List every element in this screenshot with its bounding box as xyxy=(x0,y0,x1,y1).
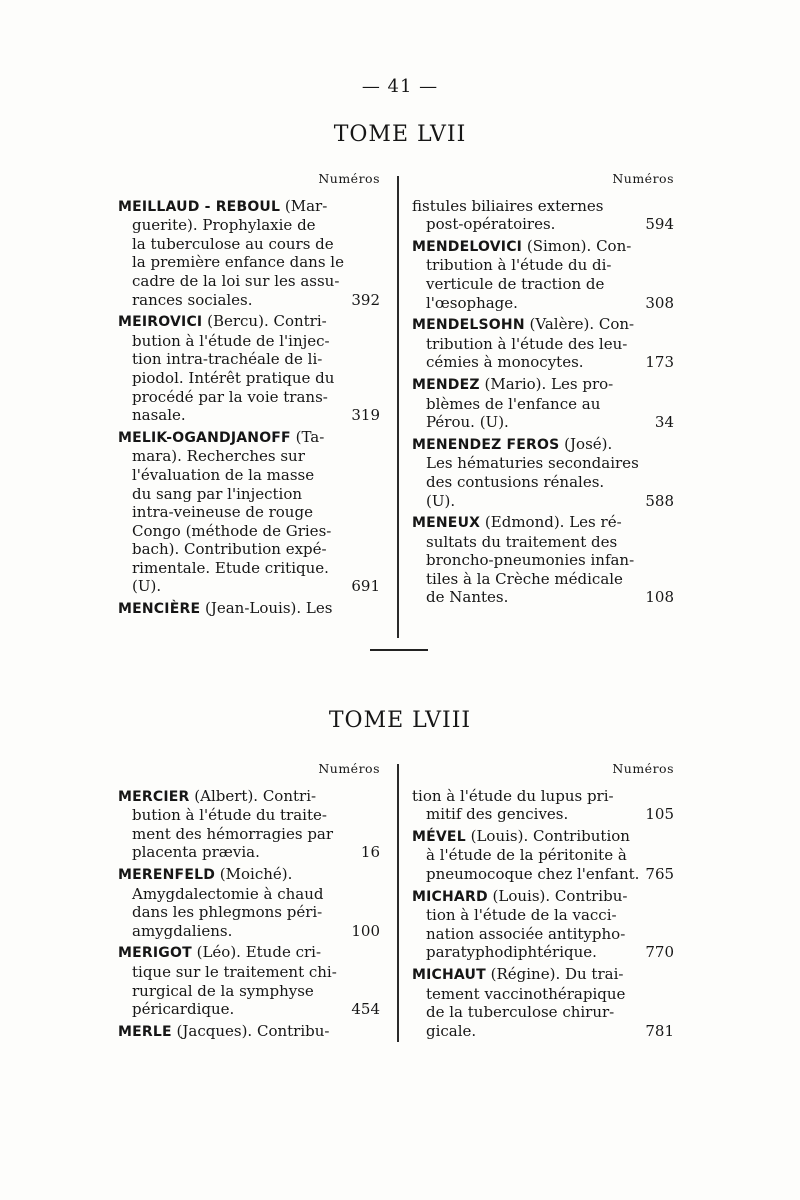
index-entry xyxy=(118,943,380,1018)
entry-line xyxy=(118,388,380,407)
entry-line xyxy=(118,825,380,844)
entry-line xyxy=(118,406,380,425)
index-column-left xyxy=(118,170,380,622)
entry-line xyxy=(118,272,380,291)
author-name: MEIROVICI xyxy=(118,314,203,331)
entry-text: dans les phlegmons péri- xyxy=(132,903,323,922)
entry-text: (José). xyxy=(559,434,613,453)
entry-line xyxy=(412,473,674,492)
entry-text: mara). Recherches sur xyxy=(132,447,305,466)
entry-text: (U). xyxy=(132,577,162,596)
entry-line xyxy=(412,906,674,925)
entry-text: fistules biliaires externes xyxy=(412,196,604,215)
column-header: Numéros xyxy=(318,171,380,186)
entry-line xyxy=(118,485,380,504)
index-entry xyxy=(118,197,380,310)
entry-text: Congo (méthode de Gries- xyxy=(132,521,332,540)
entry-line xyxy=(118,291,380,310)
index-column-right xyxy=(412,760,674,1043)
entry-line xyxy=(118,559,380,578)
entry-number: 100 xyxy=(351,921,380,940)
entry-line xyxy=(412,551,674,570)
entry-text: l'évaluation de la masse xyxy=(132,465,315,484)
entry-text: tribution à l'étude du di- xyxy=(426,256,612,275)
entry-line xyxy=(118,1022,380,1042)
entry-text: verticule de traction de xyxy=(426,274,605,293)
author-name: MERIGOT xyxy=(118,945,192,962)
entry-line xyxy=(118,903,380,922)
entry-number: 454 xyxy=(351,1000,380,1019)
entry-text: broncho-pneumonies infan- xyxy=(426,551,635,570)
tome-title: TOME LVIII xyxy=(328,708,472,733)
entry-line xyxy=(412,435,674,455)
entry-line xyxy=(118,253,380,272)
author-name: MICHAUT xyxy=(412,966,486,983)
entry-number: 392 xyxy=(351,290,380,309)
entry-text: guerite). Prophylaxie de xyxy=(132,216,316,235)
entry-text: tiles à la Crèche médicale xyxy=(426,569,623,588)
entry-line xyxy=(118,865,380,885)
entry-line xyxy=(412,315,674,335)
column-divider xyxy=(397,176,399,638)
author-name: MERLE xyxy=(118,1023,172,1040)
entry-number: 770 xyxy=(645,943,674,962)
entry-line xyxy=(118,787,380,807)
entry-text: procédé par la voie trans- xyxy=(132,387,328,406)
entry-text: tion à l'étude du lupus pri- xyxy=(412,786,614,805)
index-entry xyxy=(412,375,674,432)
entry-text: tion à l'étude de la vacci- xyxy=(426,906,617,925)
entry-line xyxy=(412,985,674,1004)
entry-line xyxy=(118,216,380,235)
column-header: Numéros xyxy=(612,171,674,186)
entry-line xyxy=(412,846,674,865)
entry-text: de la tuberculose chirur- xyxy=(426,1003,615,1022)
entry-line xyxy=(118,466,380,485)
entry-line xyxy=(118,885,380,904)
entry-text: intra-veineuse de rouge xyxy=(132,503,313,522)
entry-line xyxy=(412,827,674,847)
entry-text: Pérou. (U). xyxy=(426,413,509,432)
entry-text: cadre de la loi sur les assu- xyxy=(132,271,340,290)
entry-number: 34 xyxy=(654,413,674,432)
entry-line xyxy=(412,294,674,313)
entry-text: des contusions rénales. xyxy=(426,472,605,491)
entry-line xyxy=(412,943,674,962)
entry-line xyxy=(118,447,380,466)
entry-text: (Jean-Louis). Les xyxy=(200,599,333,618)
entry-text: l'œsophage. xyxy=(426,293,518,312)
page-number: — 41 — xyxy=(361,76,439,97)
entry-text: (Simon). Con- xyxy=(522,236,632,255)
entry-number: 588 xyxy=(645,491,674,510)
entry-text: de Nantes. xyxy=(426,588,509,607)
entry-line xyxy=(118,503,380,522)
entry-text: placenta prævia. xyxy=(132,843,260,862)
entry-text: bution à l'étude du traite- xyxy=(132,806,327,825)
entry-line xyxy=(118,235,380,254)
index-entry xyxy=(412,315,674,372)
entry-number: 765 xyxy=(645,864,674,883)
entry-line xyxy=(412,197,674,216)
entry-line xyxy=(412,925,674,944)
entry-line xyxy=(412,256,674,275)
index-column-right xyxy=(412,170,674,610)
index-entry xyxy=(118,312,380,425)
tome-separator-rule xyxy=(370,649,428,651)
entry-text: (Jacques). Contribu- xyxy=(171,1021,330,1040)
author-name: MENEUX xyxy=(412,515,481,532)
entry-number: 781 xyxy=(645,1021,674,1040)
entry-text: tribution à l'étude des leu- xyxy=(426,334,628,353)
column-header: Numéros xyxy=(612,761,674,776)
author-name: MERCIER xyxy=(118,788,190,805)
entry-text: tion intra-trachéale de li- xyxy=(132,350,323,369)
entry-line xyxy=(118,577,380,596)
entry-line xyxy=(118,843,380,862)
entries xyxy=(118,787,380,1042)
entry-line xyxy=(118,943,380,963)
column-header: Numéros xyxy=(318,761,380,776)
entry-text: nation associée antitypho- xyxy=(426,924,626,943)
index-entry xyxy=(118,1022,380,1042)
column-divider xyxy=(397,764,399,1042)
entry-text: rurgical de la symphyse xyxy=(132,981,314,1000)
entry-text: blèmes de l'enfance au xyxy=(426,394,601,413)
author-name: MENCIÈRE xyxy=(118,601,201,618)
entry-text: nasale. xyxy=(132,406,186,425)
entry-number: 308 xyxy=(645,293,674,312)
index-entry xyxy=(118,787,380,862)
entry-line xyxy=(412,865,674,884)
entries xyxy=(412,197,674,607)
entry-text: (Louis). Contribu- xyxy=(487,886,628,905)
entry-text: tique sur le traitement chi- xyxy=(132,962,337,981)
entry-line xyxy=(118,922,380,941)
entry-line xyxy=(412,965,674,985)
entry-line xyxy=(412,237,674,257)
index-entry xyxy=(412,513,674,607)
entry-text: paratyphodiphtérique. xyxy=(426,943,597,962)
entry-line xyxy=(412,533,674,552)
entry-number: 16 xyxy=(360,843,380,862)
index-entry xyxy=(118,865,380,940)
entry-line xyxy=(412,454,674,473)
entries xyxy=(118,197,380,619)
entry-text: post-opératoires. xyxy=(426,215,556,234)
entry-line xyxy=(118,806,380,825)
entry-text: (Albert). Contri- xyxy=(189,786,317,805)
entry-text: tement vaccinothérapique xyxy=(426,984,626,1003)
entry-text: (Mar- xyxy=(280,196,328,215)
entry-text: (Léo). Etude cri- xyxy=(191,943,322,962)
index-entry xyxy=(118,599,380,619)
entry-text: ment des hémorragies par xyxy=(132,824,334,843)
entry-line xyxy=(118,1000,380,1019)
index-column-left xyxy=(118,760,380,1044)
entry-line xyxy=(412,1003,674,1022)
entry-text: (Edmond). Les ré- xyxy=(480,513,622,532)
entry-line xyxy=(412,513,674,533)
entry-text: rances sociales. xyxy=(132,290,253,309)
entry-line xyxy=(412,413,674,432)
entry-text: la première enfance dans le xyxy=(132,253,344,272)
entry-line xyxy=(412,570,674,589)
entry-text: mitif des gencives. xyxy=(426,805,569,824)
author-name: MICHARD xyxy=(412,888,488,905)
entry-text: piodol. Intérêt pratique du xyxy=(132,368,335,387)
entry-text: (Moiché). xyxy=(215,864,293,883)
entry-line xyxy=(412,375,674,395)
entry-text: rimentale. Etude critique. xyxy=(132,558,329,577)
index-entry xyxy=(412,965,674,1040)
author-name: MELIK-OGANDJANOFF xyxy=(118,429,291,446)
entry-line xyxy=(118,312,380,332)
entry-number: 105 xyxy=(645,805,674,824)
author-name: MENDELOVICI xyxy=(412,238,523,255)
entry-text: (Valère). Con- xyxy=(524,315,635,334)
entry-line xyxy=(412,805,674,824)
entry-text: du sang par l'injection xyxy=(132,484,303,503)
entry-line xyxy=(412,335,674,354)
entry-text: (U). xyxy=(426,491,456,510)
author-name: MENDEZ xyxy=(412,376,480,393)
entry-text: amygdaliens. xyxy=(132,921,233,940)
entry-line xyxy=(118,540,380,559)
entry-number: 173 xyxy=(645,353,674,372)
entries xyxy=(412,787,674,1041)
entry-text: à l'étude de la péritonite à xyxy=(426,846,627,865)
author-name: MÉVEL xyxy=(412,828,466,845)
entry-line xyxy=(118,963,380,982)
entry-text: cémies à monocytes. xyxy=(426,353,584,372)
index-entry xyxy=(412,435,674,510)
index-entry xyxy=(118,428,380,596)
entry-text: péricardique. xyxy=(132,1000,235,1019)
entry-line xyxy=(412,492,674,511)
entry-text: (Mario). Les pro- xyxy=(479,374,614,393)
index-entry xyxy=(412,827,674,884)
entry-line xyxy=(118,332,380,351)
entry-text: bach). Contribution expé- xyxy=(132,540,327,559)
entry-text: bution à l'étude de l'injec- xyxy=(132,331,330,350)
entry-line xyxy=(118,599,380,619)
author-name: MERENFELD xyxy=(118,866,216,883)
entry-number: 691 xyxy=(351,577,380,596)
tome-title: TOME LVII xyxy=(333,122,467,147)
entry-line xyxy=(412,887,674,907)
entry-line xyxy=(118,982,380,1001)
entry-number: 594 xyxy=(645,215,674,234)
entry-line xyxy=(118,522,380,541)
entry-text: la tuberculose au cours de xyxy=(132,234,334,253)
entry-text: gicale. xyxy=(426,1021,477,1040)
entry-line xyxy=(412,395,674,414)
entry-line xyxy=(412,275,674,294)
index-entry xyxy=(412,887,674,962)
index-entry xyxy=(412,237,674,312)
entry-line xyxy=(412,215,674,234)
entry-text: (Bercu). Contri- xyxy=(202,312,327,331)
author-name: MEILLAUD - REBOUL xyxy=(118,198,281,215)
entry-text: Les hématuries secondaires xyxy=(426,454,639,473)
entry-text: sultats du traitement des xyxy=(426,532,618,551)
entry-line xyxy=(118,350,380,369)
entry-text: (Louis). Contribution xyxy=(465,826,630,845)
entry-line xyxy=(118,428,380,448)
entry-text: Amygdalectomie à chaud xyxy=(132,884,324,903)
entry-text: pneumocoque chez l'enfant. xyxy=(426,864,640,883)
entry-line xyxy=(412,1022,674,1041)
entry-line xyxy=(412,353,674,372)
entry-line xyxy=(118,369,380,388)
entry-line xyxy=(118,197,380,217)
author-name: MENDELSOHN xyxy=(412,317,525,334)
entry-text: (Régine). Du trai- xyxy=(485,964,624,983)
index-entry xyxy=(412,197,674,234)
entry-line xyxy=(412,787,674,806)
entry-line xyxy=(412,588,674,607)
entry-text: (Ta- xyxy=(290,427,325,446)
index-entry xyxy=(412,787,674,824)
author-name: MENENDEZ FEROS xyxy=(412,436,560,453)
entry-number: 319 xyxy=(351,406,380,425)
entry-number: 108 xyxy=(645,588,674,607)
